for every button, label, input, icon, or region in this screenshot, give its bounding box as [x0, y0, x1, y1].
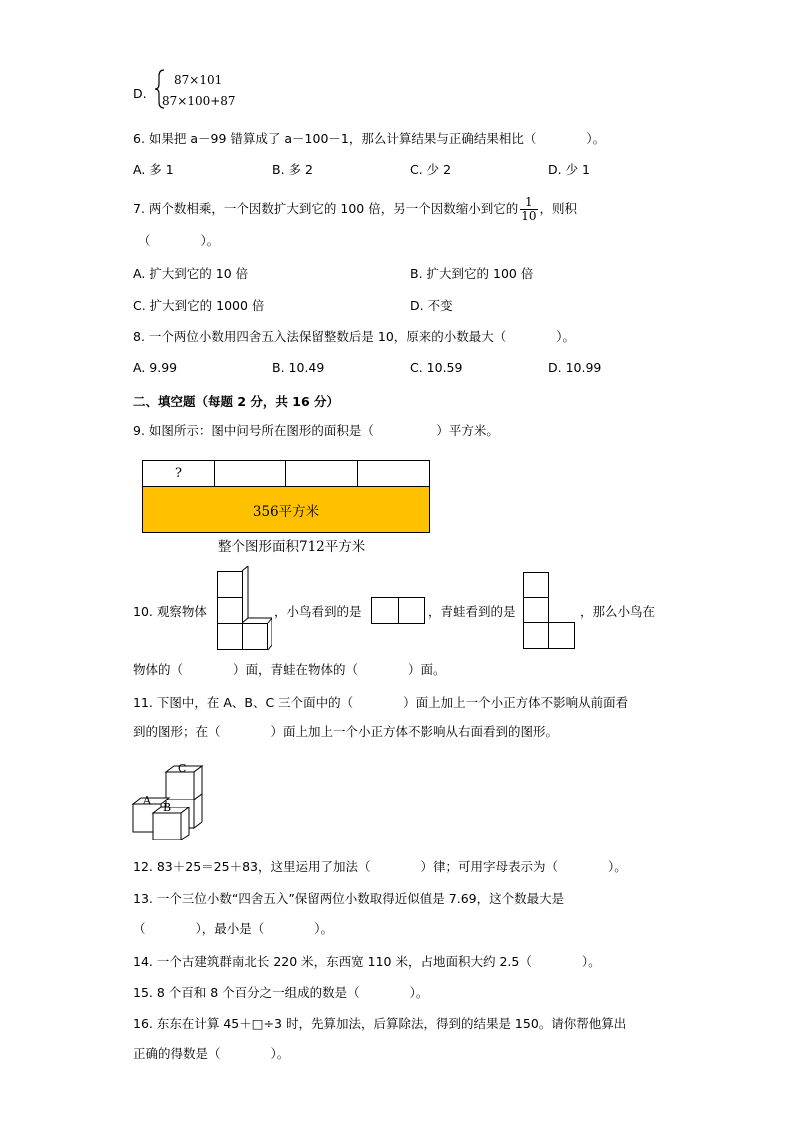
q7-fraction-denominator: 10	[521, 209, 537, 223]
q11-label-b: B	[163, 801, 172, 814]
q9-cell-4	[357, 460, 430, 487]
q13-line2: （ ），最小是（ ）。	[133, 921, 334, 936]
q7-option-b: B. 扩大到它的 100 倍	[410, 266, 534, 281]
q11-line1: 11. 下图中，在 A、B、C 三个面中的（ ）面上加上一个小正方体不影响从前面看	[133, 695, 629, 710]
q16-line1: 16. 东东在计算 45＋□÷3 时，先算加法，后算除法，得到的结果是 150。请你帮他算出	[133, 1016, 627, 1031]
q15-text: 15. 8 个百和 8 个百分之一组成的数是（ ）。	[133, 985, 429, 1000]
q5-option-d-top: 87×101	[174, 73, 223, 87]
q6-option-d: D. 少 1	[548, 162, 590, 177]
q10-part4: ，那么小鸟在	[580, 604, 656, 619]
q9-caption: 整个图形面积712平方米	[218, 539, 366, 555]
q8-option-b: B. 10.49	[272, 360, 325, 375]
q11-line2: 到的图形；在（ ）面上加上一个小正方体不影响从右面看到的图形。	[133, 724, 559, 739]
q10-frog-view-3	[523, 622, 549, 649]
q7-text-after: ，则积	[539, 201, 578, 216]
q10-frog-view-2	[523, 597, 549, 623]
section2-title: 二、填空题（每题 2 分，共 16 分）	[133, 394, 340, 409]
q11-label-c: C	[178, 762, 187, 775]
q8-option-c: C. 10.59	[410, 360, 463, 375]
q12-text: 12. 83＋25＝25＋83，这里运用了加法（ ）律；可用字母表示为（ ）。	[133, 859, 627, 874]
q10-part1: 10. 观察物体	[133, 604, 207, 619]
q9-bar	[142, 486, 430, 533]
q6-option-a: A. 多 1	[133, 162, 174, 177]
q9-bar-label: 356平方米	[252, 503, 320, 520]
q7-text	[133, 196, 577, 223]
q7-text-before: 7. 两个数相乘，一个因数扩大到它的 100 倍，另一个因数缩小到它的	[133, 201, 519, 216]
q10-bird-view-right	[398, 597, 425, 624]
q16-line2: 正确的得数是（ ）。	[133, 1046, 290, 1061]
q10-frog-view-4	[548, 622, 575, 649]
q9-text: 9. 如图所示：图中问号所在图形的面积是（ ）平方米。	[133, 423, 499, 438]
q10-object-depth	[242, 566, 272, 656]
q8-option-a: A. 9.99	[133, 360, 178, 375]
q9-cell-2	[214, 460, 286, 487]
cube-face	[217, 597, 243, 624]
q7-fraction	[520, 196, 537, 223]
q10-part3: ，青蛙看到的是	[428, 604, 516, 619]
q7-fraction-numerator: 1	[520, 196, 537, 210]
q5-option-d-bottom: 87×100+87	[162, 94, 236, 108]
q10-part2: ，小鸟看到的是	[274, 604, 362, 619]
q10-bird-view-left	[371, 597, 399, 624]
cube-face	[217, 571, 243, 598]
q9-cell-question	[142, 460, 215, 487]
q8-option-d: D. 10.99	[548, 360, 602, 375]
q5-option-d-label: D.	[133, 86, 147, 101]
q14-text: 14. 一个古建筑群南北长 220 米，东西宽 110 米，占地面积大约 2.5（ ）。	[133, 954, 601, 969]
q10-line2: 物体的（ ）面，青蛙在物体的（ ）面。	[133, 662, 446, 677]
q13-line1: 13. 一个三位小数“四舍五入”保留两位小数取得近似值是 7.69，这个数最大是	[133, 891, 565, 906]
q6-option-b: B. 多 2	[272, 162, 313, 177]
q7-option-d: D. 不变	[410, 298, 453, 313]
q7-option-c: C. 扩大到它的 1000 倍	[133, 298, 265, 313]
q7-option-a: A. 扩大到它的 10 倍	[133, 266, 249, 281]
q6-option-c: C. 少 2	[410, 162, 452, 177]
q9-cell-3	[285, 460, 358, 487]
q9-question-mark: ?	[175, 466, 182, 481]
q8-text: 8. 一个两位小数用四舍五入法保留整数后是 10，原来的小数最大（ ）。	[133, 329, 576, 344]
q11-cube-figure	[130, 758, 210, 840]
cube-face	[217, 623, 243, 650]
q6-text: 6. 如果把 a－99 错算成了 a－100－1，那么计算结果与正确结果相比（ ）。	[133, 131, 606, 146]
q7-line2: （ ）。	[138, 233, 220, 248]
q11-label-a: A	[143, 794, 151, 807]
q10-frog-view-1	[523, 572, 549, 598]
